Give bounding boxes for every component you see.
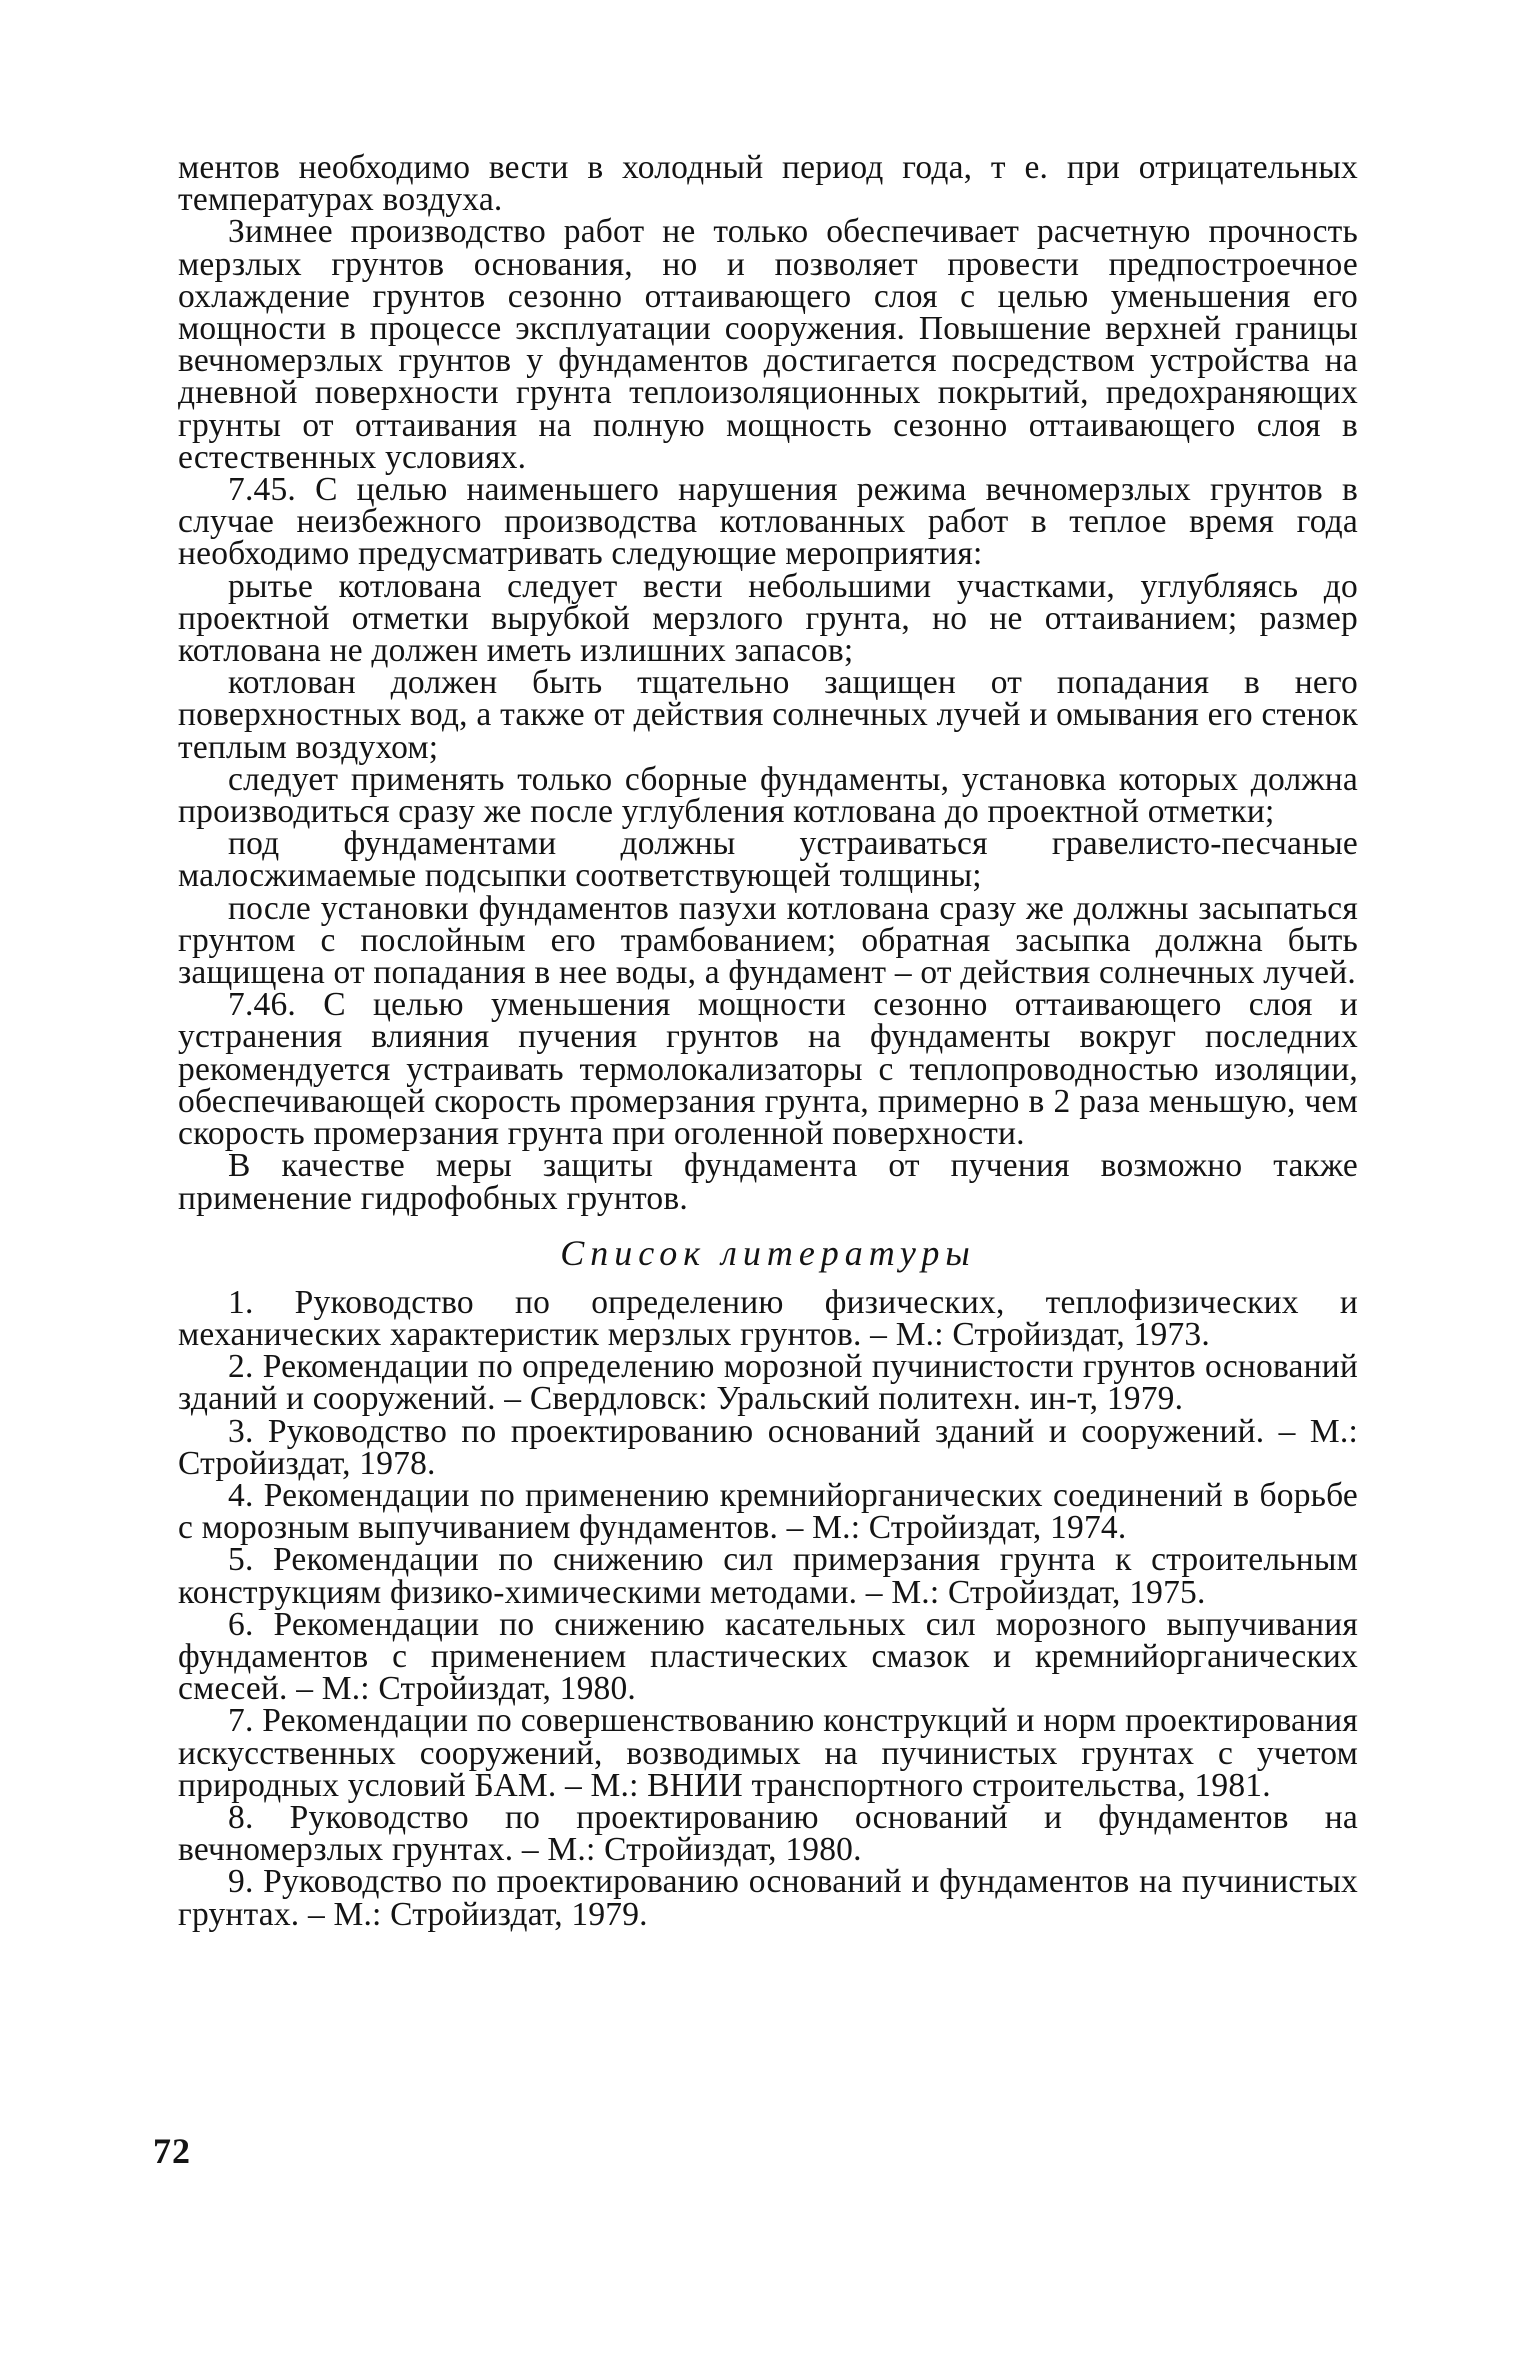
paragraph-measure-excavation: рытье котлована следует вести небольшими участками, углубляясь до проектной отметки вырубкой мерзлого грунта, но не оттаиванием; размер котлована не должен иметь излишних запасов;: [178, 567, 1358, 670]
reference-item: 6. Рекомендации по снижению касательных сил морозного выпучивания фундаментов с применением пластических смазок и кремнийорганических смесей. – М.: Стройиздат, 1980.: [178, 1605, 1358, 1708]
reference-item: 5. Рекомендации по снижению сил примерзания грунта к строительным конструкциям физико-химическими методами. – М.: Стройиздат, 1975.: [178, 1541, 1358, 1611]
paragraph-measure-backfill: после установки фундаментов пазухи котлована сразу же должны засыпаться грунтом с послойным его трамбованием; обратная засыпка должна быть защищена от попадания в нее воды, а фундамент – от действия солнечных лучей.: [178, 889, 1358, 992]
paragraph-measure-bedding: под фундаментами должны устраиваться гравелисто-песчаные малосжимаемые подсыпки соответствующей толщины;: [178, 825, 1358, 895]
paragraph-continuation: ментов необходимо вести в холодный период года, т е. при отрицательных температурах воздуха.: [178, 149, 1358, 219]
references-heading: Список литературы: [560, 1232, 976, 1273]
paragraph-clause-7-45: 7.45. С целью наименьшего нарушения режима вечномерзлых грунтов в случае неизбежного производства котлованных работ в теплое время года необходимо предусматривать следующие мероприятия:: [178, 471, 1358, 573]
paragraph-measure-prefab: следует применять только сборные фундаменты, установка которых должна производиться сразу же после углубления котлована до проектной отметки;: [178, 760, 1358, 831]
reference-item: 7. Рекомендации по совершенствованию конструкций и норм проектирования искусственных сооружений, возводимых на пучинистых грунтах с учетом природных условий БАМ. – М.: ВНИИ транспортного строительства, 1981.: [178, 1702, 1358, 1804]
reference-item: 8. Руководство по проектированию оснований и фундаментов на вечномерзлых грунтах. – М.: Стройиздат, 1980.: [178, 1798, 1358, 1869]
reference-item: 1. Руководство по определению физических, теплофизических и механических характеристик мерзлых грунтов. – М.: Стройиздат, 1973.: [178, 1283, 1358, 1353]
reference-item: 4. Рекомендации по применению кремнийорганических соединений в борьбе с морозным выпучиванием фундаментов. – М.: Стройиздат, 1974.: [178, 1476, 1358, 1547]
page-content: [178, 149, 1358, 1933]
paragraph-clause-7-46: 7.46. С целью уменьшения мощности сезонно оттаивающего слоя и устранения влияния пучения грунтов на фундаменты вокруг последних рекомендуется устраивать термолокализаторы с теплопроводностью изоляции, обеспечивающей скорость промерзания грунта, примерно в 2 раза меньшую, чем скорость промерзания грунта при оголенной поверхности.: [178, 986, 1358, 1153]
page-number: 72: [153, 2131, 191, 2171]
reference-item: 9. Руководство по проектированию оснований и фундаментов на пучинистых грунтах. – М.: Стройиздат, 1979.: [178, 1863, 1358, 1933]
reference-item: 2. Рекомендации по определению морозной пучинистости грунтов оснований зданий и сооружений. – Свердловск: Уральский политехн. ин-т, 1979.: [178, 1348, 1358, 1418]
paragraph-measure-protection: котлован должен быть тщательно защищен от попадания в него поверхностных вод, а также от действия солнечных лучей и омывания его стенок теплым воздухом;: [178, 664, 1358, 766]
paragraph-winter-works: Зимнее производство работ не только обеспечивает расчетную прочность мерзлых грунтов основания, но и позволяет провести предпостроечное охлаждение грунтов сезонно оттаивающего слоя с целью уменьшения его мощности в процессе эксплуатации сооружения. Повышение верхней границы вечномерзлых грунтов у фундаментов достигается посредством устройства на дневной поверхности грунта теплоизоляционных покрытий, предохраняющих грунты от оттаивания на полную мощность сезонно оттаивающего слоя в естественных условиях.: [178, 213, 1358, 476]
reference-item: 3. Руководство по проектированию оснований зданий и сооружений. – М.: Стройиздат, 1978.: [178, 1412, 1358, 1482]
references-list: [178, 1283, 1358, 1933]
paragraph-hydrophobic: В качестве меры защиты фундамента от пучения возможно также применение гидрофобных грунтов.: [178, 1147, 1358, 1217]
